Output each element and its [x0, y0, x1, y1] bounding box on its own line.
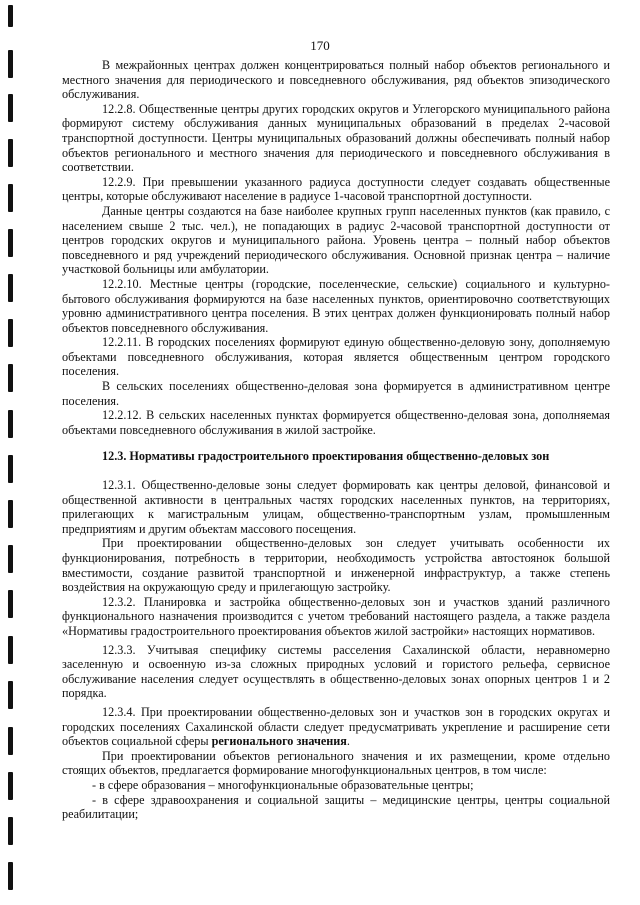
- scan-margin-mark: [8, 274, 13, 302]
- scan-margin-mark: [8, 862, 13, 890]
- scan-margin-mark: [8, 94, 13, 122]
- list-item: - в сфере образования – многофункциональные образовательные центры;: [92, 777, 474, 792]
- scan-margin-mark: [8, 139, 13, 167]
- scan-margin-mark: [8, 636, 13, 664]
- scan-margin-mark: [8, 50, 13, 78]
- page-body: [62, 58, 610, 822]
- paragraph: В сельских поселениях общественно-деловая зона формируется в административном центре поселения.: [62, 379, 610, 408]
- paragraph: 12.3.1. Общественно-деловые зоны следует формировать как центры деловой, финансовой и общественной активности в центральных частях городских населенных пунктов, на территориях, прилегающих к магистральным улицам, общественно-транспортным узлам, промышленным предприятиям и другим объектам массового посещения.: [62, 478, 610, 536]
- scan-margin-mark: [8, 545, 13, 573]
- scan-margin-mark: [8, 364, 13, 392]
- scan-margin-mark: [8, 5, 13, 27]
- paragraph: 12.2.11. В городских поселениях формируют единую общественно-деловую зону, дополняемую объектами повседневного обслуживания, которая является общественным центром городского поселения.: [62, 335, 610, 379]
- paragraph-end: .: [346, 734, 350, 749]
- scan-margin-mark: [8, 817, 13, 845]
- scan-margin-mark: [8, 455, 13, 483]
- scan-margin-mark: [8, 727, 13, 755]
- scan-margin-mark: [8, 500, 13, 528]
- paragraph: Данные центры создаются на базе наиболее крупных групп населенных пунктов (как правило, с населением свыше 2 тыс. чел.), не попадающих в радиус 2-часовой транспортной доступности от центров городских округов и муниципального района. Уровень центра – полный набор объектов повседневного и ряд учреждений периодического обслуживания. Основной признак центра – наличие участковой больницы или амбулатории.: [62, 203, 610, 277]
- scan-margin-mark: [8, 772, 13, 800]
- paragraph: При проектировании объектов регионального значения и их размещении, кроме отдельно стоящих объектов, предлагается формирование многофункциональных центров, в том числе:: [62, 748, 610, 778]
- scan-margin-mark: [8, 229, 13, 257]
- section-heading: 12.3. Нормативы градостроительного проектирования общественно-деловых зон: [102, 449, 550, 464]
- scan-margin-mark: [8, 681, 13, 709]
- paragraph: 12.2.9. При превышении указанного радиуса доступности следует создавать общественные центры, которые обслуживают население в радиусе 1-часовой транспортной доступности.: [62, 174, 610, 204]
- page-number: 170: [310, 38, 330, 53]
- scan-margin-mark: [8, 590, 13, 618]
- list-item: - в сфере здравоохранения и социальной защиты – медицинские центры, центры социальной реабилитации;: [62, 792, 610, 822]
- paragraph: 12.3.3. Учитывая специфику системы расселения Сахалинской области, неравномерно заселенную и освоенную из-за сложных природных условий и гористого рельефа, сервисное обслуживание населения следует осуществлять в общественно-деловых зонах опорных центров 1 и 2 порядка.: [62, 642, 610, 701]
- paragraph-text: 12.3.4. При проектировании общественно-деловых зон и участков зон в городских округах и городских поселениях Сахалинской области следует предусматривать укрепление и расширение сети объектов социальной сферы: [62, 704, 610, 749]
- paragraph: 12.2.10. Местные центры (городские, поселенческие, сельские) социального и культурно-бытового обслуживания формируются на базе населенных пунктов, ориентировочно соответствующих уровню административного центра поселения. В этих центрах должен функционировать полный набор объектов повседневного обслуживания.: [62, 276, 610, 335]
- scan-margin-mark: [8, 410, 13, 438]
- paragraph: [62, 705, 610, 749]
- paragraph: 12.3.2. Планировка и застройка общественно-деловых зон и участков зданий различного функционального назначения производится с учетом требований настоящего раздела, а также раздела «Нормативы градостроительного проектирования объектов жилой застройки» настоящих нормативов.: [62, 594, 610, 638]
- scan-margin-mark: [8, 184, 13, 212]
- paragraph: 12.2.12. В сельских населенных пунктах формируется общественно-деловая зона, дополняемая объектами повседневного обслуживания в жилой застройке.: [62, 408, 610, 437]
- scan-margin-mark: [8, 319, 13, 347]
- bold-phrase: регионального значения: [211, 734, 347, 749]
- paragraph: При проектировании общественно-деловых зон следует учитывать особенности их функционирования, потребность в территории, необходимость устройства автостоянок большой вместимости, создание развитой транспортной и инженерной инфраструктур, а также степень воздействия на окружающую среду и прилегающую застройку.: [62, 536, 610, 595]
- paragraph: В межрайонных центрах должен концентрироваться полный набор объектов регионального и местного значения для периодического и повседневного обслуживания, ряд объектов эпизодического обслуживания.: [62, 58, 610, 102]
- paragraph: 12.2.8. Общественные центры других городских округов и Углегорского муниципального района формируют систему обслуживания данных муниципальных образований в пределах 2-часовой транспортной доступности. Центры муниципальных образований должны обеспечивать полный набор объектов регионального и местного значения для периодического и повседневного обслуживания в соответствии.: [62, 101, 610, 175]
